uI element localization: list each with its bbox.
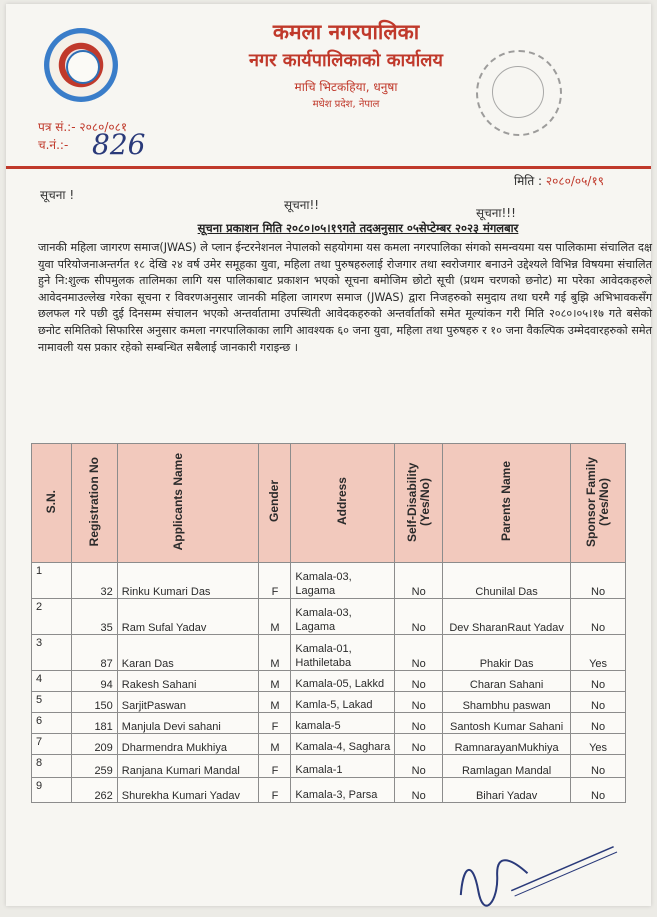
cell-address: Kamala-01, Hathiletaba [291, 635, 395, 671]
cell-gender: M [259, 599, 291, 635]
table-row [32, 563, 626, 599]
cell-sn: 4 [32, 671, 72, 692]
cell-registration: 259 [71, 755, 117, 778]
notice-heading-2: सूचना!! [284, 198, 320, 212]
cell-gender: F [259, 563, 291, 599]
cell-disability: No [395, 599, 443, 635]
cell-parent: Chunilal Das [443, 563, 571, 599]
cell-address: Kamala-03, Lagama [291, 563, 395, 599]
cell-name: Ranjana Kumari Mandal [117, 755, 259, 778]
cell-registration: 209 [71, 734, 117, 755]
applicants-table [31, 443, 626, 803]
cell-sponsor: Yes [571, 734, 626, 755]
cell-address: kamala-5 [291, 713, 395, 734]
cell-sponsor: No [571, 563, 626, 599]
cell-sn: 1 [32, 563, 72, 599]
cell-parent: Ramlagan Mandal [443, 755, 571, 778]
cell-gender: M [259, 734, 291, 755]
cell-registration: 32 [71, 563, 117, 599]
cell-parent: Dev SharanRaut Yadav [443, 599, 571, 635]
notice-subject: सूचना प्रकाशन मिति २०८०।०५।१९गते तदअनुसार ०५सेप्टेम्बर २०२३ मंगलबार [197, 221, 519, 235]
cell-sn: 5 [32, 692, 72, 713]
cell-address: Kamla-5, Lakad [291, 692, 395, 713]
cell-address: Kamala-4, Saghara [291, 734, 395, 755]
cell-parent: Santosh Kumar Sahani [443, 713, 571, 734]
cell-gender: M [259, 671, 291, 692]
notice-heading-1: सूचना ! [40, 188, 75, 202]
cell-sn: 6 [32, 713, 72, 734]
table-header-row [32, 444, 626, 563]
table-row [32, 635, 626, 671]
document-date [514, 172, 604, 189]
cell-disability: No [395, 692, 443, 713]
cell-disability: No [395, 671, 443, 692]
cell-disability: No [395, 713, 443, 734]
col-header-parents: Parents Name [443, 444, 571, 563]
cell-registration: 35 [71, 599, 117, 635]
cell-gender: F [259, 755, 291, 778]
date-label: मिति : [514, 174, 543, 188]
notice-body: जानकी महिला जागरण समाज(JWAS) ले प्लान ईन्टरनेशनल नेपालको सहयोगमा यस कमला नगरपालिका संगको समन्वयमा यस पालिकामा संचालित दक्ष युवा परियोजनाअन्तर्गत १८ देखि २४ वर्ष उमेर समूहका युवा, महिला तथा पुरुषहरुलाई रोजगार तथा स्वरोजगार बनाउने उद्देश्यले विभिन्न विषयमा संचालित हुने नि:शुल्क सीपमुलक तालिमका लागि यस पालिकाबाट प्रकाशन भएको सूचना बमोजिम छोटो सूची (प्रथम चरणको छनोट) मा परेका आवेदकहरुले आवेदनमाउल्लेख गरेका सूचना र विवरणअनुसार जानकी महिला जागरण समाज (JWAS) द्वारा निजहरुको समुदाय तथा घरमै गई बुझि अभिभावकसँग छलफल गरे पछी दुई दिनसम्म संचालन भएको अन्तर्वातामा उपस्थिती आवेदकहरुको अन्तर्वार्ताको समेत मूल्यांकन गरी मिति २०८०।०५।१७ गते बसेको छनोट समितिको सिफारिस अनुसार कमला नगरपालिकाका लागि आवश्यक ६० जना युवा, महिला तथा पुरुषहरु र १० जना वैकल्पिक उम्मेदवारहरुको समेत नामावली यस प्रकार रहेको सम्बन्धित सबैलाई जानकारी गराइन्छ । [38, 241, 652, 354]
cell-parent: Bihari Yadav [443, 778, 571, 803]
cell-sn: 3 [32, 635, 72, 671]
col-header-disability: Self-Disability (Yes/No) [395, 444, 443, 563]
cell-name: Shurekha Kumari Yadav [117, 778, 259, 803]
date-value: २०८०/०५/१९ [545, 174, 604, 188]
cell-sponsor: No [571, 671, 626, 692]
cell-parent: Shambhu paswan [443, 692, 571, 713]
cell-disability: No [395, 635, 443, 671]
col-header-name: Applicants Name [117, 444, 259, 563]
document-page [6, 4, 651, 906]
cell-address: Kamala-1 [291, 755, 395, 778]
cell-gender: M [259, 635, 291, 671]
cell-registration: 262 [71, 778, 117, 803]
cell-gender: M [259, 692, 291, 713]
table-row [32, 778, 626, 803]
cell-gender: F [259, 713, 291, 734]
cell-name: Dharmendra Mukhiya [117, 734, 259, 755]
table-row [32, 692, 626, 713]
cell-sn: 7 [32, 734, 72, 755]
letter-number: पत्र सं.:- २०८०/०८१ [38, 120, 128, 134]
col-header-gender: Gender [259, 444, 291, 563]
cell-registration: 150 [71, 692, 117, 713]
cell-sn: 9 [32, 778, 72, 803]
cell-address: Kamala-05, Lakkd [291, 671, 395, 692]
cell-disability: No [395, 755, 443, 778]
cell-name: Ram Sufal Yadav [117, 599, 259, 635]
office-name: नगर कार्यपालिकाको कार्यालय [249, 50, 443, 71]
cell-name: Rinku Kumari Das [117, 563, 259, 599]
cell-parent: Charan Sahani [443, 671, 571, 692]
header-divider [6, 166, 651, 169]
cell-sponsor: No [571, 778, 626, 803]
cell-sponsor: No [571, 599, 626, 635]
cell-parent: Phakir Das [443, 635, 571, 671]
dispatch-label: च.नं.:- [38, 138, 69, 152]
cell-name: SarjitPaswan [117, 692, 259, 713]
cell-name: Manjula Devi sahani [117, 713, 259, 734]
table-row [32, 755, 626, 778]
cell-sn: 8 [32, 755, 72, 778]
municipality-name: कमला नगरपालिका [272, 20, 420, 44]
table-row [32, 713, 626, 734]
cell-parent: RamnarayanMukhiya [443, 734, 571, 755]
col-header-address: Address [291, 444, 395, 563]
table-row [32, 671, 626, 692]
cell-sponsor: No [571, 713, 626, 734]
cell-name: Karan Das [117, 635, 259, 671]
cell-name: Rakesh Sahani [117, 671, 259, 692]
table-row [32, 599, 626, 635]
table-row [32, 734, 626, 755]
cell-registration: 87 [71, 635, 117, 671]
municipality-emblem-icon [44, 28, 118, 102]
cell-gender: F [259, 778, 291, 803]
office-location: माचि भिटकहिया, धनुषा [294, 80, 398, 94]
cell-sponsor: No [571, 692, 626, 713]
col-header-sponsor: Sponsor Family (Yes/No) [571, 444, 626, 563]
cell-address: Kamala-3, Parsa [291, 778, 395, 803]
dispatch-number-handwritten: 826 [92, 128, 146, 161]
office-province: मधेश प्रदेश, नेपाल [312, 99, 380, 110]
cell-sn: 2 [32, 599, 72, 635]
cell-sponsor: Yes [571, 635, 626, 671]
notice-heading-3: सूचना!!! [476, 206, 516, 220]
col-header-sn: S.N. [32, 444, 72, 563]
cell-address: Kamala-03, Lagama [291, 599, 395, 635]
cell-disability: No [395, 734, 443, 755]
cell-disability: No [395, 778, 443, 803]
signature-stamp [441, 815, 630, 917]
col-header-registration: Registration No [71, 444, 117, 563]
cell-registration: 94 [71, 671, 117, 692]
cell-registration: 181 [71, 713, 117, 734]
cell-disability: No [395, 563, 443, 599]
cell-sponsor: No [571, 755, 626, 778]
